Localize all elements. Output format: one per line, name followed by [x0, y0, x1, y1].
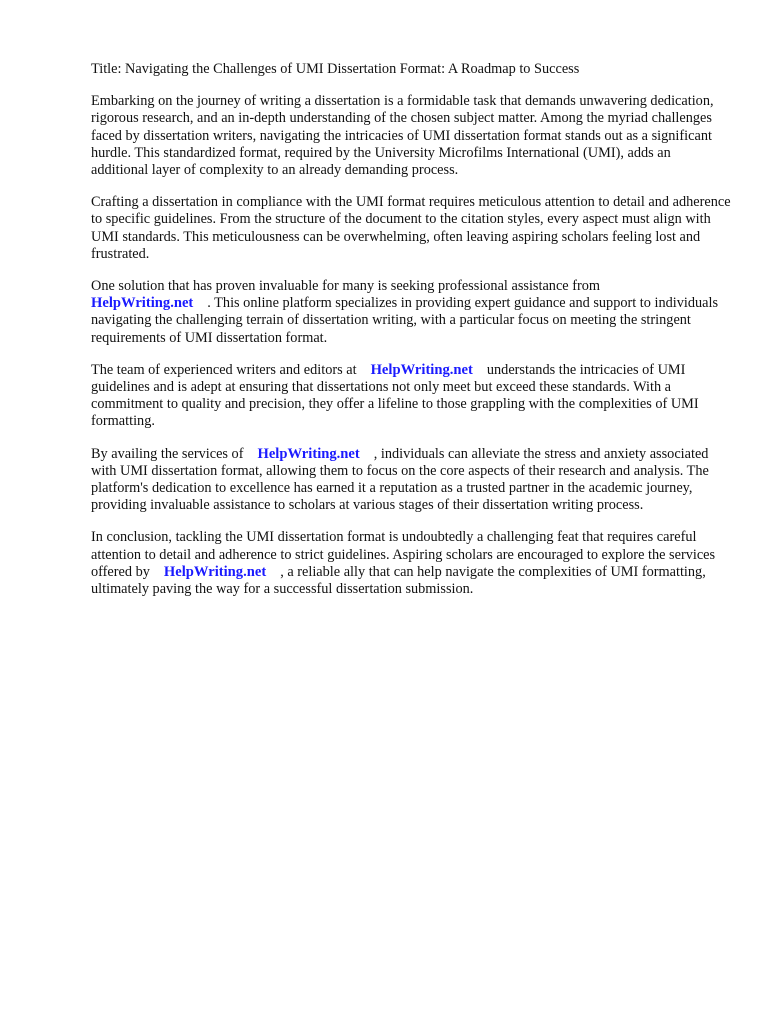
helpwriting-link[interactable]: HelpWriting.net	[91, 295, 194, 312]
paragraph-services	[91, 446, 731, 515]
paragraph-team	[91, 362, 731, 431]
paragraph-text: , individuals can alleviate the stress and anxiety associated with UMI dissertation format, allowing them to focus on the core aspects of their research and analysis. The platform's dedication to excellence has earned it a reputation as a trusted partner in the academic journey, providing invaluable assistance to scholars at various stages of their dissertation writing process.	[91, 445, 709, 514]
paragraph-conclusion	[91, 529, 731, 598]
helpwriting-link[interactable]: HelpWriting.net	[370, 361, 473, 378]
paragraph-text: By availing the services of	[91, 445, 244, 462]
paragraph-text: understands the intricacies of UMI guidelines and is adept at ensuring that dissertations not only meet but exceed these standards. With a commitment to quality and precision, they offer a lifeline to those grappling with the complexities of UMI formatting.	[91, 361, 699, 430]
paragraph-text: The team of experienced writers and editors at	[91, 361, 357, 378]
paragraph-umi-format: Crafting a dissertation in compliance with the UMI format requires meticulous attention to detail and adherence to specific guidelines. From the structure of the document to the citation styles, every aspect must align with UMI standards. This meticulousness can be overwhelming, often leaving aspiring scholars feeling lost and frustrated.	[91, 194, 731, 262]
document-title: Title: Navigating the Challenges of UMI Dissertation Format: A Roadmap to Success	[91, 61, 580, 77]
paragraph-intro: Embarking on the journey of writing a dissertation is a formidable task that demands unwavering dedication, rigorous research, and an in-depth understanding of the chosen subject matter. Among the myriad challenges faced by dissertation writers, navigating the intricacies of UMI dissertation format stands out as a significant hurdle. This standardized format, required by the University Microfilms International (UMI), adds an additional layer of complexity to an already demanding process.	[91, 93, 714, 179]
helpwriting-link[interactable]: HelpWriting.net	[257, 445, 360, 462]
paragraph-text: One solution that has proven invaluable for many is seeking professional assistance from	[91, 278, 601, 295]
paragraph-solution	[91, 278, 731, 347]
paragraph-text: . This online platform specializes in providing expert guidance and support to individuals navigating the challenging terrain of dissertation writing, with a particular focus on meeting the stringent requirements of UMI dissertation format.	[91, 295, 719, 346]
helpwriting-link[interactable]: HelpWriting.net	[163, 563, 267, 580]
paragraph-text: In conclusion, tackling the UMI dissertation format is undoubtedly a challenging feat that requires careful attention to detail and adherence to strict guidelines. Aspiring scholars are encouraged to explore the services offered by	[91, 529, 716, 580]
paragraph-text: , a reliable ally that can help navigate the complexities of UMI formatting, ultimately paving the way for a successful dissertation submission.	[91, 563, 706, 598]
